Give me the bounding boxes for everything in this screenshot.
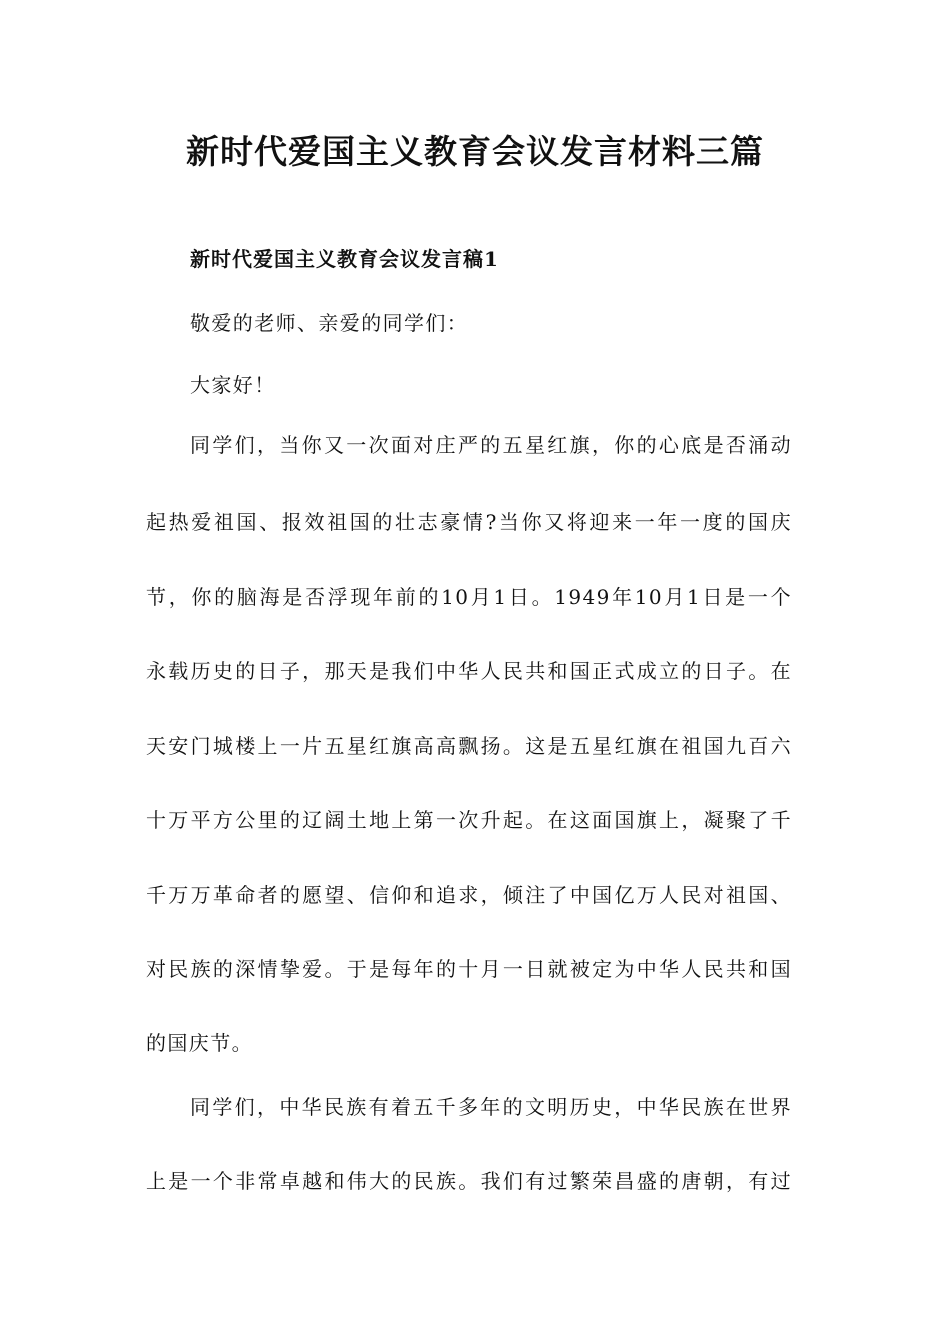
paragraph-line: 天安门城楼上一片五星红旗高高飘扬。这是五星红旗在祖国九百六 xyxy=(146,734,792,758)
paragraph-line: 上是一个非常卓越和伟大的民族。我们有过繁荣昌盛的唐朝，有过 xyxy=(146,1169,792,1193)
paragraph-line: 起热爱祖国、报效祖国的壮志豪情?当你又将迎来一年一度的国庆 xyxy=(146,510,792,534)
paragraph-line: 永载历史的日子，那天是我们中华人民共和国正式成立的日子。在 xyxy=(146,659,792,683)
salutation: 敬爱的老师、亲爱的同学们： xyxy=(190,311,469,335)
greeting: 大家好！ xyxy=(190,373,276,397)
paragraph-line: 千万万革命者的愿望、信仰和追求，倾注了中国亿万人民对祖国、 xyxy=(146,883,792,907)
document-title: 新时代爱国主义教育会议发言材料三篇 xyxy=(186,132,764,171)
paragraph-line: 节，你的脑海是否浮现年前的10月1日。1949年10月1日是一个 xyxy=(146,585,792,609)
section-heading: 新时代爱国主义教育会议发言稿1 xyxy=(190,247,499,271)
paragraph-line: 的国庆节。 xyxy=(146,1031,253,1055)
paragraph-line: 十万平方公里的辽阔土地上第一次升起。在这面国旗上，凝聚了千 xyxy=(146,808,792,832)
paragraph-line: 对民族的深情挚爱。于是每年的十月一日就被定为中华人民共和国 xyxy=(146,957,792,981)
paragraph-line: 同学们，中华民族有着五千多年的文明历史，中华民族在世界 xyxy=(190,1095,792,1119)
paragraph-line: 同学们，当你又一次面对庄严的五星红旗，你的心底是否涌动 xyxy=(190,433,792,457)
